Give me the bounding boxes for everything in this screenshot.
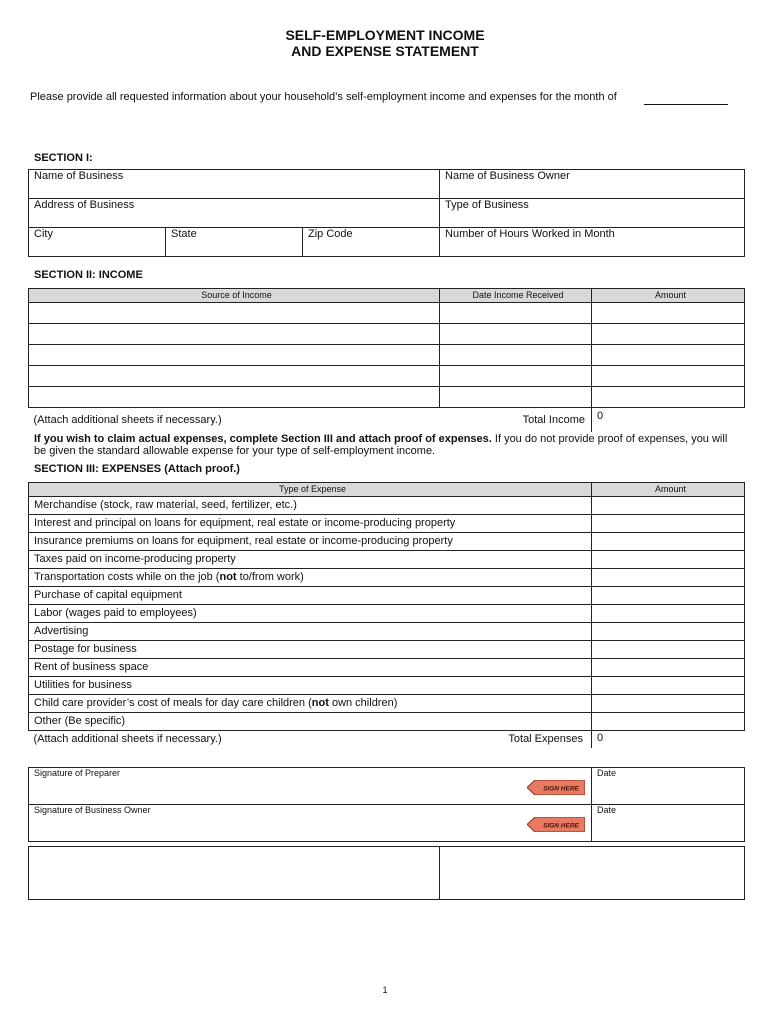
state-field[interactable] bbox=[166, 228, 303, 257]
expense-label-childcare bbox=[29, 695, 592, 713]
signature-table bbox=[28, 767, 745, 842]
expense-amount-cell[interactable] bbox=[592, 695, 745, 713]
income-row bbox=[29, 366, 745, 387]
hours-field[interactable] bbox=[440, 228, 745, 257]
income-date-cell[interactable] bbox=[440, 303, 592, 324]
income-date-cell[interactable] bbox=[440, 324, 592, 345]
income-amount-cell[interactable] bbox=[592, 366, 745, 387]
sign-here-text: SIGN HERE bbox=[543, 822, 579, 830]
transport-text-c: to/from work) bbox=[236, 571, 304, 583]
expense-row bbox=[29, 641, 745, 659]
income-row bbox=[29, 324, 745, 345]
expense-table bbox=[28, 482, 745, 748]
income-source-cell[interactable] bbox=[29, 366, 440, 387]
income-amount-cell[interactable] bbox=[592, 345, 745, 366]
income-source-cell[interactable] bbox=[29, 324, 440, 345]
state-label: State bbox=[171, 228, 197, 240]
owner-signature-field[interactable] bbox=[29, 805, 592, 842]
income-date-cell[interactable] bbox=[440, 345, 592, 366]
preparer-signature-field[interactable] bbox=[29, 768, 592, 805]
type-of-business-label: Type of Business bbox=[445, 199, 529, 211]
total-expenses-field[interactable]: 0 bbox=[592, 731, 745, 749]
preparer-signature-label: Signature of Preparer bbox=[34, 768, 121, 778]
expense-amount-cell[interactable] bbox=[592, 533, 745, 551]
expense-label: Interest and principal on loans for equipment, real estate or income-producing property bbox=[29, 515, 592, 533]
expense-label: Purchase of capital equipment bbox=[29, 587, 592, 605]
expense-row bbox=[29, 713, 745, 731]
expense-row bbox=[29, 605, 745, 623]
expense-row bbox=[29, 515, 745, 533]
income-source-cell[interactable] bbox=[29, 303, 440, 324]
income-row bbox=[29, 387, 745, 408]
col-expense-amount: Amount bbox=[592, 483, 745, 497]
income-source-cell[interactable] bbox=[29, 345, 440, 366]
transport-text-not: not bbox=[219, 571, 237, 583]
expense-label: Utilities for business bbox=[29, 677, 592, 695]
total-expenses-label: Total Expenses bbox=[508, 733, 583, 745]
expense-label: Merchandise (stock, raw material, seed, fertilizer, etc.) bbox=[29, 497, 592, 515]
city-label: City bbox=[34, 228, 53, 240]
income-amount-cell[interactable] bbox=[592, 387, 745, 408]
sign-here-arrow-icon bbox=[527, 780, 585, 795]
col-source-of-income: Source of Income bbox=[29, 289, 440, 303]
income-table bbox=[28, 288, 745, 432]
name-of-owner-label: Name of Business Owner bbox=[445, 170, 570, 182]
expense-instructions bbox=[34, 433, 734, 457]
address-field[interactable] bbox=[29, 199, 440, 228]
zip-field[interactable] bbox=[303, 228, 440, 257]
expense-instructions-rest: If you do not provide proof of expenses, you will be given the standard allowable expense for your type of self-employment income. bbox=[34, 433, 728, 457]
income-source-cell[interactable] bbox=[29, 387, 440, 408]
sign-here-arrow-icon bbox=[527, 817, 585, 832]
expense-label: Labor (wages paid to employees) bbox=[29, 605, 592, 623]
form-title-line2: AND EXPENSE STATEMENT bbox=[291, 43, 479, 59]
owner-date-label: Date bbox=[597, 805, 617, 815]
intro-text: Please provide all requested information about your household’s self-employment income and expenses for the month of bbox=[30, 91, 617, 103]
expense-attach-note: (Attach additional sheets if necessary.) bbox=[33, 733, 222, 745]
expense-label: Postage for business bbox=[29, 641, 592, 659]
childcare-text-not: not bbox=[311, 697, 329, 709]
expense-row bbox=[29, 623, 745, 641]
expense-label: Rent of business space bbox=[29, 659, 592, 677]
expense-instructions-bold: If you wish to claim actual expenses, complete Section III and attach proof of expenses. bbox=[34, 433, 492, 445]
total-income-field[interactable]: 0 bbox=[592, 408, 745, 433]
address-label: Address of Business bbox=[34, 199, 135, 211]
income-row bbox=[29, 345, 745, 366]
name-of-business-field[interactable] bbox=[29, 170, 440, 199]
expense-row bbox=[29, 569, 745, 587]
preparer-date-field[interactable] bbox=[592, 768, 745, 805]
expense-total-row bbox=[29, 731, 592, 749]
expense-amount-cell[interactable] bbox=[592, 605, 745, 623]
city-field[interactable] bbox=[29, 228, 166, 257]
blank-box-table bbox=[28, 846, 745, 900]
expense-row bbox=[29, 677, 745, 695]
expense-row bbox=[29, 551, 745, 569]
col-type-of-expense: Type of Expense bbox=[29, 483, 592, 497]
section3-heading: SECTION III: EXPENSES (Attach proof.) bbox=[34, 463, 240, 475]
expense-amount-cell[interactable] bbox=[592, 515, 745, 533]
expense-amount-cell[interactable] bbox=[592, 659, 745, 677]
section1-heading: SECTION I: bbox=[34, 152, 93, 164]
expense-label: Advertising bbox=[29, 623, 592, 641]
month-input[interactable] bbox=[644, 104, 728, 105]
expense-label: Other (Be specific) bbox=[29, 713, 592, 731]
expense-label-transport bbox=[29, 569, 592, 587]
owner-signature-label: Signature of Business Owner bbox=[34, 805, 151, 815]
expense-row bbox=[29, 533, 745, 551]
income-date-cell[interactable] bbox=[440, 387, 592, 408]
col-date-income-received: Date Income Received bbox=[440, 289, 592, 303]
section1-table bbox=[28, 169, 745, 257]
expense-amount-cell[interactable] bbox=[592, 677, 745, 695]
expense-amount-cell[interactable] bbox=[592, 551, 745, 569]
expense-label: Taxes paid on income-producing property bbox=[29, 551, 592, 569]
income-total-row bbox=[29, 408, 592, 433]
name-of-business-label: Name of Business bbox=[34, 170, 124, 182]
expense-row bbox=[29, 659, 745, 677]
income-attach-note: (Attach additional sheets if necessary.) bbox=[33, 414, 222, 426]
expense-amount-cell[interactable] bbox=[592, 641, 745, 659]
total-income-label: Total Income bbox=[522, 414, 585, 426]
expense-amount-cell[interactable] bbox=[592, 569, 745, 587]
income-row bbox=[29, 303, 745, 324]
expense-row bbox=[29, 497, 745, 515]
income-amount-cell[interactable] bbox=[592, 324, 745, 345]
zip-label: Zip Code bbox=[308, 228, 353, 240]
preparer-date-label: Date bbox=[597, 768, 617, 778]
hours-label: Number of Hours Worked in Month bbox=[445, 228, 615, 240]
owner-date-field[interactable] bbox=[592, 805, 745, 842]
page-number: 1 bbox=[382, 985, 388, 995]
type-of-business-field[interactable] bbox=[440, 199, 745, 228]
blank-box-left[interactable] bbox=[29, 847, 440, 900]
expense-amount-cell[interactable] bbox=[592, 497, 745, 515]
expense-row bbox=[29, 695, 745, 713]
income-amount-cell[interactable] bbox=[592, 303, 745, 324]
expense-row bbox=[29, 587, 745, 605]
section2-heading: SECTION II: INCOME bbox=[34, 269, 143, 281]
transport-text-a: Transportation costs while on the job ( bbox=[34, 571, 220, 583]
sign-here-text: SIGN HERE bbox=[543, 785, 579, 793]
name-of-owner-field[interactable] bbox=[440, 170, 745, 199]
col-income-amount: Amount bbox=[592, 289, 745, 303]
expense-amount-cell[interactable] bbox=[592, 623, 745, 641]
expense-amount-cell[interactable] bbox=[592, 713, 745, 731]
form-title-line1: SELF-EMPLOYMENT INCOME bbox=[285, 27, 485, 43]
income-date-cell[interactable] bbox=[440, 366, 592, 387]
blank-box-right[interactable] bbox=[440, 847, 745, 900]
expense-label: Insurance premiums on loans for equipment, real estate or income-producing property bbox=[29, 533, 592, 551]
expense-amount-cell[interactable] bbox=[592, 587, 745, 605]
childcare-text-c: own children) bbox=[328, 697, 398, 709]
childcare-text-a: Child care provider’s cost of meals for day care children ( bbox=[34, 697, 312, 709]
